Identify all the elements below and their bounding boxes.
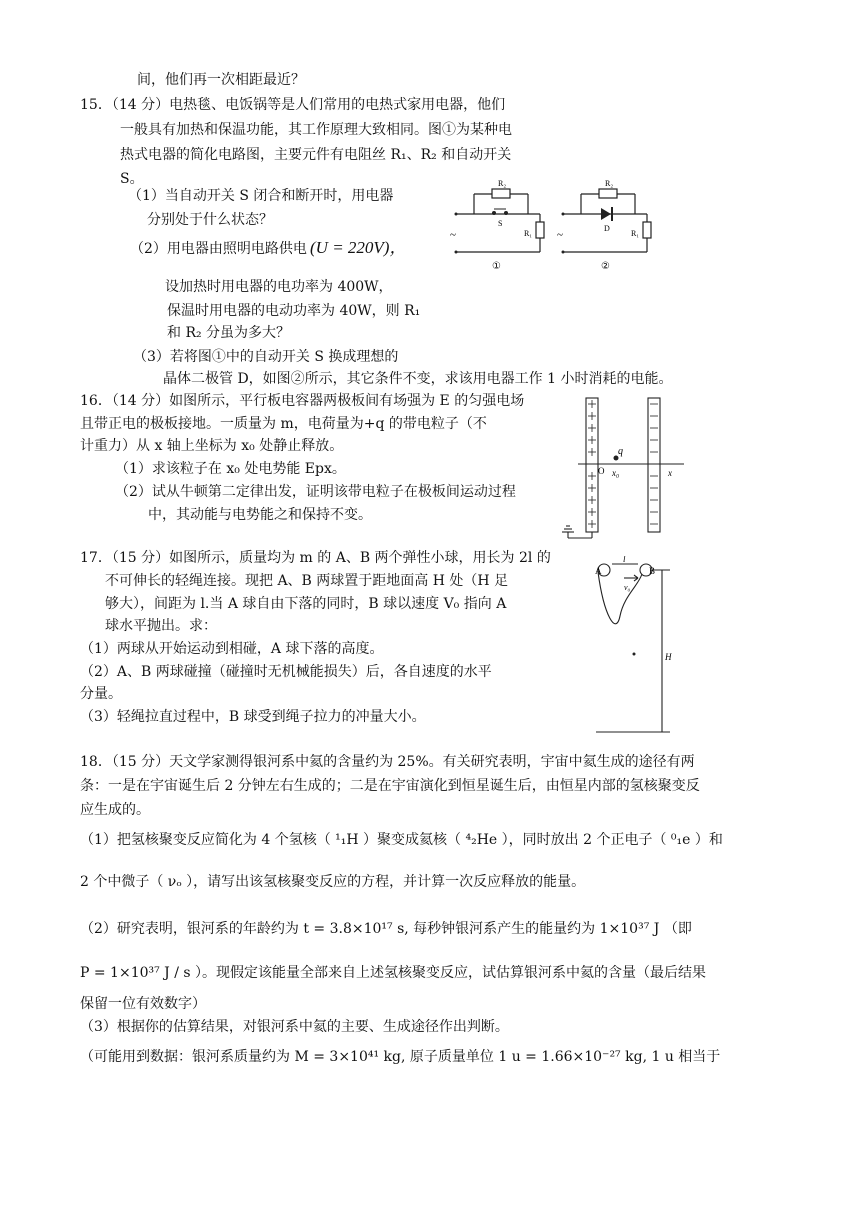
text-line: 中，其动能与电势能之和保持不变。: [148, 507, 372, 523]
ac-source-icon: ~: [557, 229, 563, 241]
text-line: （3）若将图①中的自动开关 S 换成理想的: [133, 349, 399, 365]
text-line: （2）试从牛顿第二定律出发，证明该带电粒子在极板间运动过程: [115, 484, 516, 500]
balls-diagram: [590, 556, 680, 738]
text-line: 不可伸长的轻绳连接。现把 A、B 两球置于距地面高 H 处（H 足: [105, 573, 509, 589]
text-line: （1）求该粒子在 x₀ 处电势能 Epx。: [115, 461, 346, 477]
label-q: q: [618, 446, 623, 457]
label-r2: R₂: [605, 179, 614, 188]
text-line: 热式电器的简化电路图，主要元件有电阻丝 R₁、R₂ 和自动开关: [120, 147, 512, 163]
label-ball-a: A: [595, 566, 602, 576]
caption-1: ①: [492, 261, 501, 272]
text-line: （1）两球从开始运动到相碰，A 球下落的高度。: [80, 641, 384, 657]
text-line: 和 R₂ 分虽为多大？: [167, 325, 291, 341]
text-line: （1）把氢核聚变反应简化为 4 个氢核（ ¹₁H ）聚变成氦核（ ⁴₂He ），同时放出 2 个正电子（ ⁰₁e ）和: [80, 832, 723, 848]
label-r2: R₂: [498, 179, 507, 188]
text-line: （1）当自动开关 S 闭合和断开时，用电器: [128, 188, 394, 204]
text-line: 保留一位有效数字）: [80, 996, 206, 1012]
problem-16-heading: 16．（14 分）如图所示，平行板电容器两极板间有场强为 E 的匀强电场: [80, 393, 525, 409]
text-line: （3）根据你的估算结果，对银河系中氦的主要、生成途径作出判断。: [80, 1019, 509, 1035]
text-line: 计重力）从 x 轴上坐标为 x₀ 处静止释放。: [80, 438, 344, 454]
caption-2: ②: [601, 261, 610, 272]
label-height: H: [665, 652, 672, 662]
ac-source-icon: ~: [450, 229, 456, 241]
text-line: 条：一是在宇宙诞生后 2 分钟左右生成的；二是在宇宙演化到恒星诞生后，由恒星内部的氢核聚变反: [80, 778, 700, 794]
label-r1: R₁: [631, 229, 640, 238]
text-line: 且带正电的极板接地。一质量为 m，电荷量为+q 的带电粒子（不: [80, 416, 487, 432]
text-line: 分量。: [80, 686, 122, 702]
label-diode: D: [604, 224, 610, 233]
formula-voltage: (U = 220V)，: [310, 238, 407, 257]
label-l: l: [623, 556, 626, 564]
problem-18-heading: 18．（15 分）天文学家测得银河系中氦的含量约为 25%。有关研究表明，宇宙中氦生成的途径有两: [80, 754, 695, 770]
label-r1: R₁: [524, 229, 533, 238]
label-switch: S: [498, 219, 503, 228]
text-line: 保温时用电器的电动功率为 40W，则 R₁: [167, 303, 421, 319]
text-line: 分别处于什么状态？: [147, 212, 273, 228]
text-line: 一般具有加热和保温功能，其工作原理大致相同。图①为某种电: [120, 122, 512, 138]
text-line: （2）A、B 两球碰撞（碰撞时无机械能损失）后，各自速度的水平: [80, 664, 492, 680]
problem-15-heading: 15．（14 分）电热毯、电饭锅等是人们常用的电热式家用电器，他们: [80, 97, 506, 113]
capacitor-diagram: [560, 392, 690, 542]
text-line: 够大），间距为 l.当 A 球自由下落的同时，B 球以速度 V₀ 指向 A: [105, 596, 507, 612]
text-line: （可能用到数据：银河系质量约为 M = 3×10⁴¹ kg, 原子质量单位 1 u = 1.66×10⁻²⁷ kg, 1 u 相当于: [80, 1049, 721, 1065]
label-ball-b: B: [649, 566, 656, 576]
text-line: 晶体二极管 D，如图②所示，其它条件不变，求该用电器工作 1 小时消耗的电能。: [163, 371, 673, 387]
text-line: 球水平抛出。求：: [105, 618, 217, 634]
text-line: （3）轻绳拉直过程中，B 球受到绳子拉力的冲量大小。: [80, 709, 426, 725]
text-line: 应生成的。: [80, 802, 150, 818]
circuit-diagram-2: [555, 176, 665, 272]
problem-17-heading: 17．（15 分）如图所示，质量均为 m 的 A、B 两个弹性小球，用长为 2l 的: [80, 550, 551, 566]
label-v0: v₀: [624, 583, 631, 592]
text-line: 间，他们再一次相距最近？: [137, 72, 305, 88]
label-origin: O: [598, 466, 605, 476]
label-x0: x₀: [612, 468, 620, 478]
text-line: P = 1×10³⁷ J / s ）。现假定该能量全部来自上述氢核聚变反应，试估算银河系中氦的含量（最后结果: [80, 965, 707, 981]
text-line: （2）研究表明，银河系的年龄约为 t = 3.8×10¹⁷ s, 每秒钟银河系产生的能量约为 1×10³⁷ J （即: [80, 921, 692, 937]
label-x-axis: x: [668, 468, 672, 478]
diode-icon: [601, 208, 611, 220]
text-line: 2 个中微子（ νₒ ），请写出该氢核聚变反应的方程，并计算一次反应释放的能量。: [80, 874, 586, 890]
text-line: S。: [120, 171, 144, 187]
text-line: （2）用电器由照明电路供电: [130, 241, 307, 257]
circuit-diagram-1: [448, 176, 558, 272]
text-line: 设加热时用电器的电功率为 400W，: [165, 279, 393, 295]
